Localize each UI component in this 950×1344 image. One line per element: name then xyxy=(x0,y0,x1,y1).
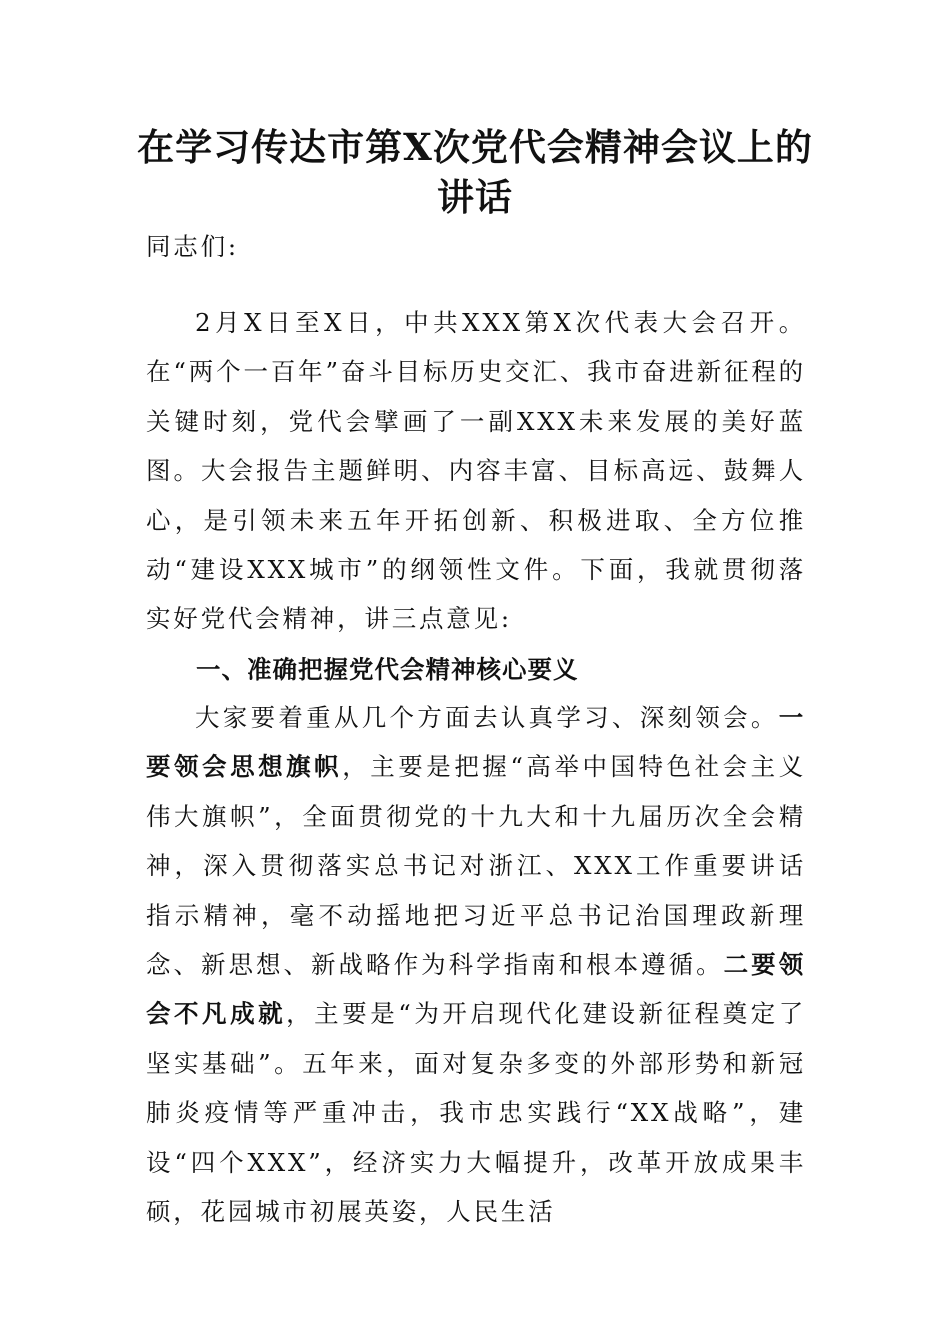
paragraph-text: ，主要是“为开启现代化建设新征程奠定了坚实基础”。五年来，面对复杂多变的外部形势和新冠肺炎疫情等严重冲击，我市忠实践行“XX战略”，建设“四个XXX”，经济实力大幅提升，改革开放成果丰硕，花园城市初展英姿，人民生活 xyxy=(146,999,807,1227)
paragraph-section-1 xyxy=(146,693,806,1236)
paragraph-intro: 2月X日至X日，中共XXX第X次代表大会召开。在“两个一百年”奋斗目标历史交汇、我市奋进新征程的关键时刻，党代会擘画了一副XXX未来发展的美好蓝图。大会报告主题鲜明、内容丰富、目标高远、鼓舞人心，是引领未来五年开拓创新、积极进取、全方位推动“建设XXX城市”的纲领性文件。下面，我就贯彻落实好党代会精神，讲三点意见: xyxy=(146,308,806,634)
salutation: 同志们: xyxy=(146,232,239,261)
emphasis-text: 一要领会思想旗帜 xyxy=(146,703,806,782)
emphasis-text: 二要领会不凡成就 xyxy=(146,950,806,1029)
paragraph-text: 大家要着重从几个方面去认真学习、深刻领会。 xyxy=(195,703,779,732)
document-title-line-1: 在学习传达市第X次党代会精神会议上的 xyxy=(137,125,813,169)
document-title-line-2: 讲话 xyxy=(437,175,513,219)
section-heading-1: 一、准确把握党代会精神核心要义 xyxy=(196,655,579,684)
paragraph-text: ，主要是把握“高举中国特色社会主义伟大旗帜”，全面贯彻党的十九大和十九届历次全会精神，深入贯彻落实总书记对浙江、XXX工作重要讲话指示精神，毫不动摇地把习近平总书记治国理政新理念、新思想、新战略作为科学指南和根本遵循。 xyxy=(146,752,806,980)
